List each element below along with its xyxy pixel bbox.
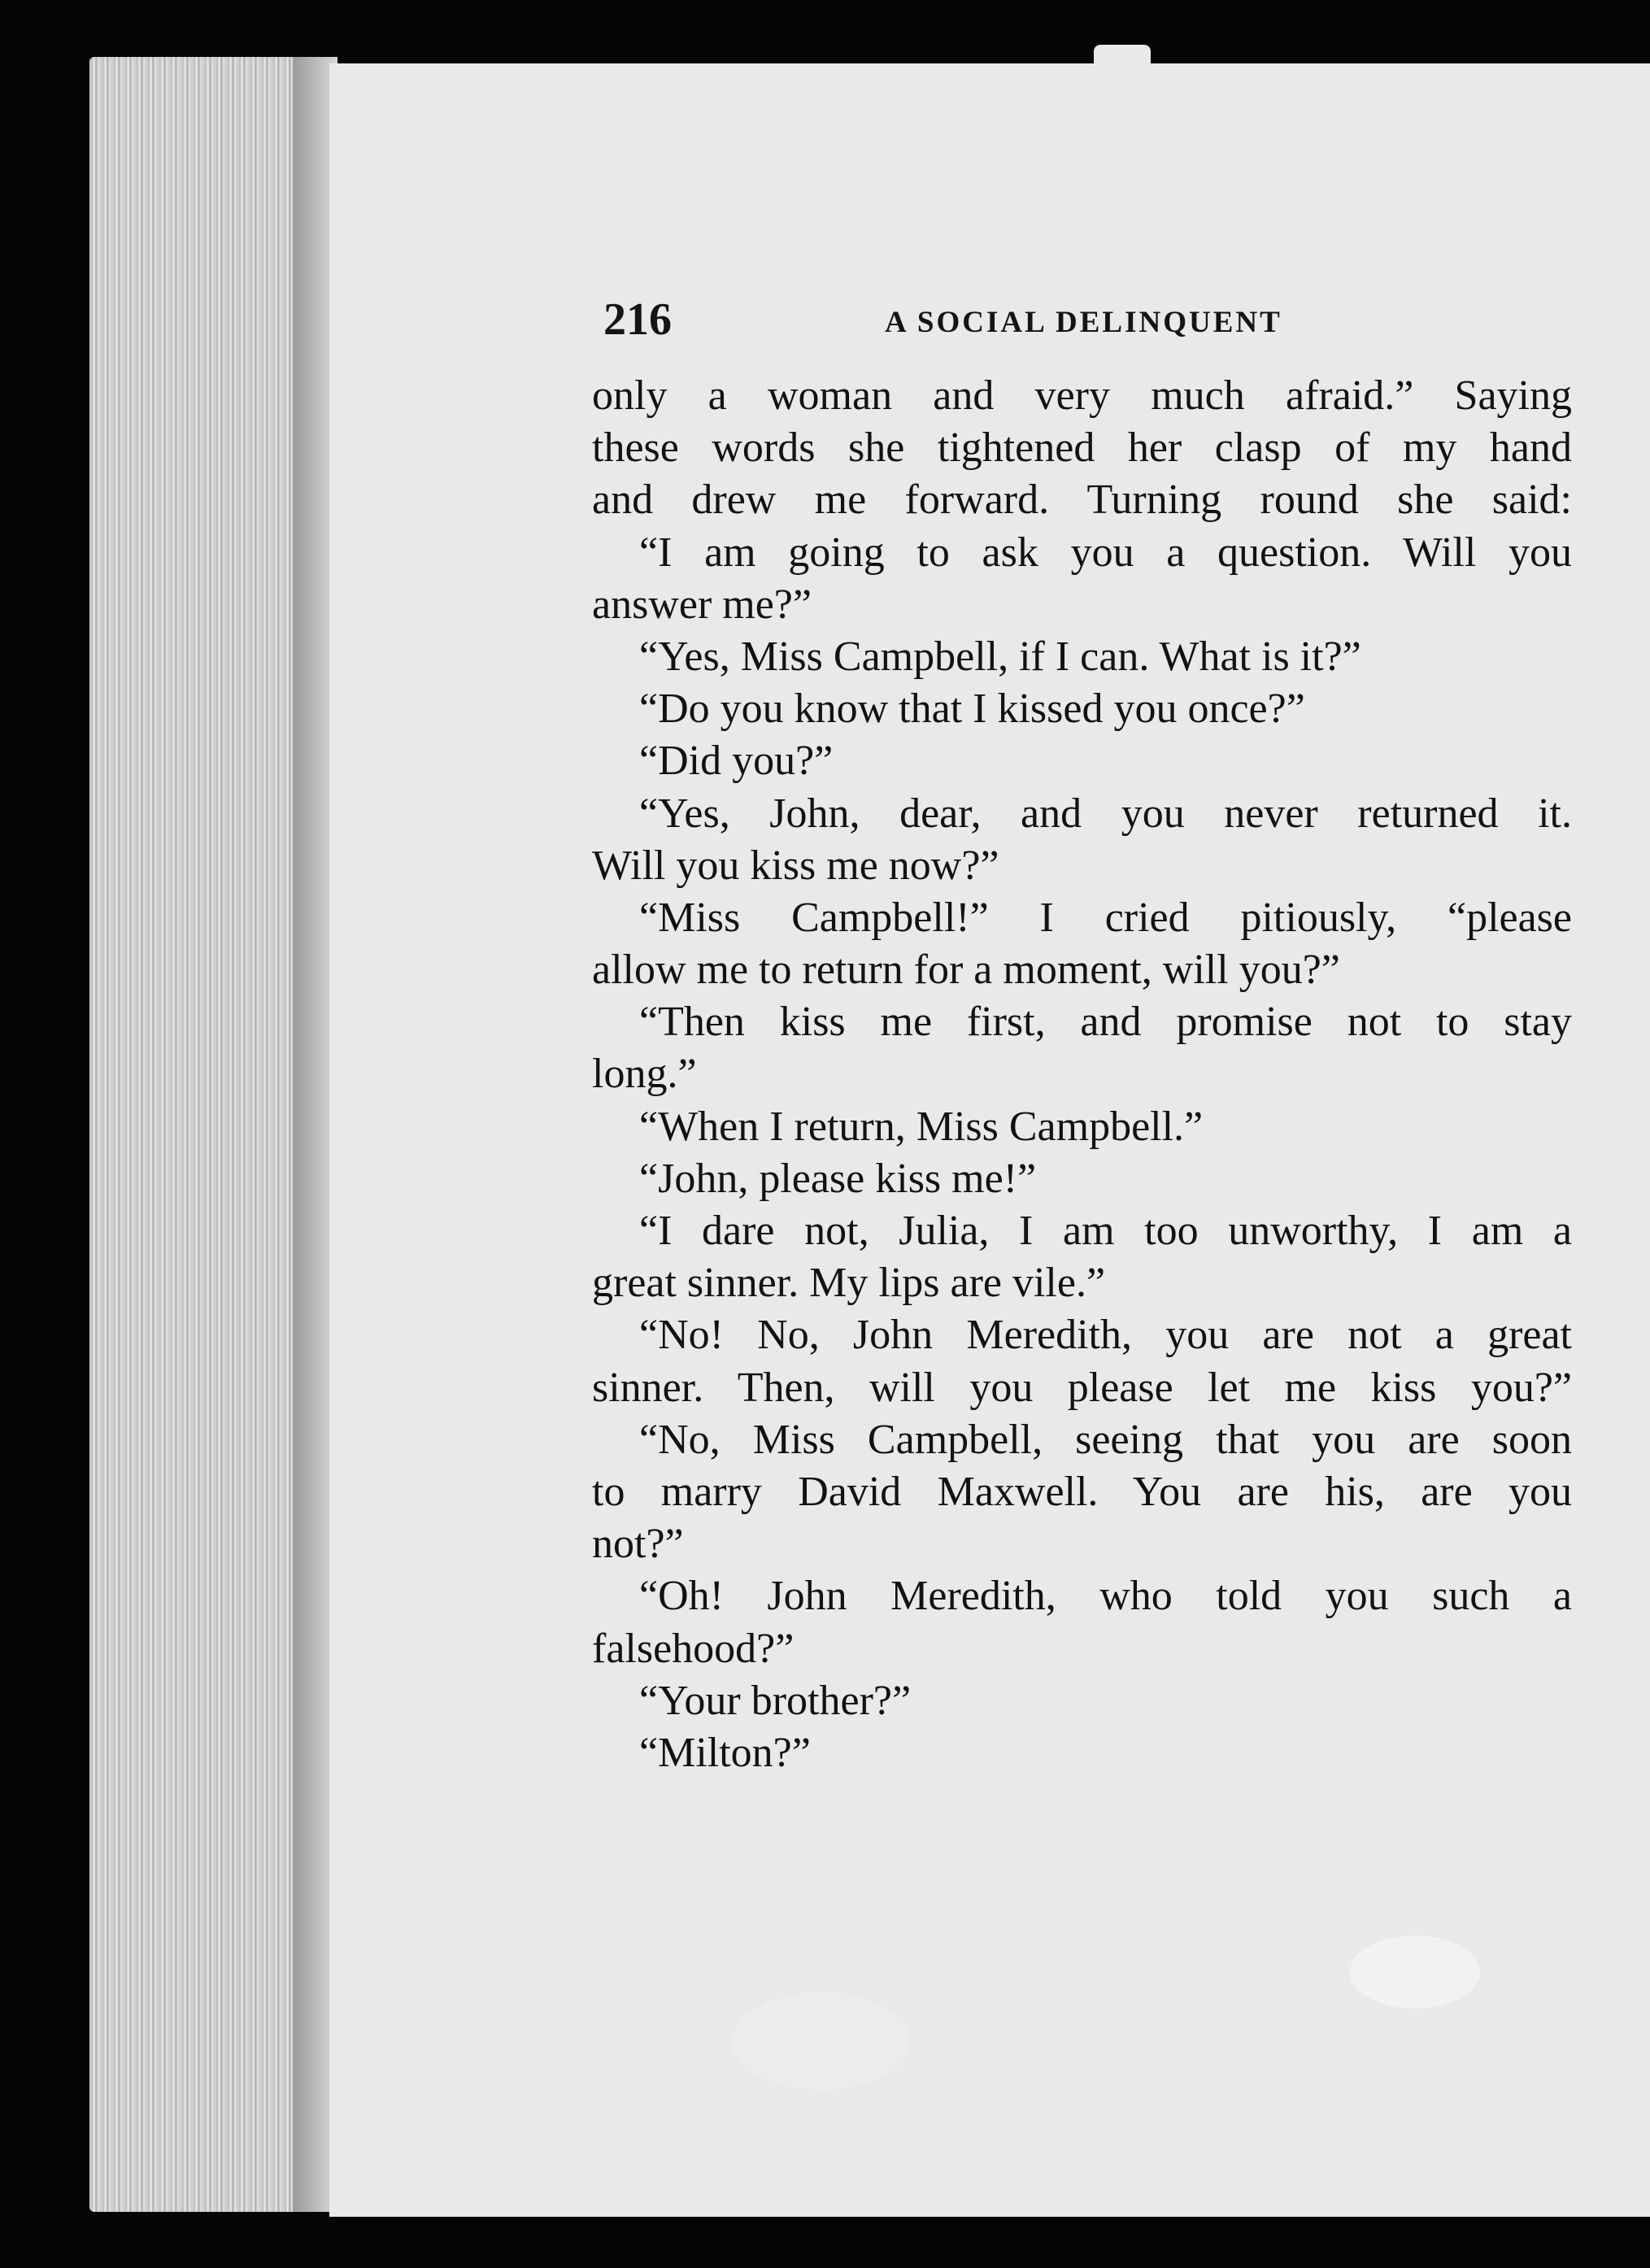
text-line: “I dare not, Julia, I am too unworthy, I am a	[639, 1208, 1572, 1254]
page-number: 216	[603, 294, 672, 345]
text-line: “Yes, Miss Campbell, if I can. What is it?”	[639, 633, 1361, 680]
text-line: these words she tightened her clasp of my hand	[592, 424, 1572, 472]
text-line: allow me to return for a moment, will you?”	[592, 947, 1340, 994]
text-line: not?”	[592, 1521, 684, 1568]
text-line: Will you kiss me now?”	[592, 842, 999, 889]
text-line: “Oh! John Meredith, who told you such a	[639, 1573, 1572, 1620]
text-line: falsehood?”	[592, 1625, 795, 1672]
text-line: and drew me forward. Turning round she said:	[592, 477, 1572, 524]
text-line: “When I return, Miss Campbell.”	[639, 1103, 1204, 1150]
text-line: “I am going to ask you a question. Will you	[639, 529, 1572, 576]
text-line: great sinner. My lips are vile.”	[592, 1260, 1106, 1307]
text-line: “Milton?”	[639, 1729, 811, 1776]
text-line: “Then kiss me first, and promise not to stay	[639, 999, 1572, 1046]
text-line: “Do you know that I kissed you once?”	[639, 686, 1305, 733]
page-header	[603, 291, 1579, 348]
page-top-notch	[1094, 45, 1151, 81]
text-line: “No! No, John Meredith, you are not a great	[639, 1312, 1572, 1359]
text-line: “John, please kiss me!”	[639, 1155, 1037, 1202]
paper-highlight	[1350, 1935, 1480, 2009]
text-line: sinner. Then, will you please let me kiss you?”	[592, 1364, 1572, 1411]
text-line: “Yes, John, dear, and you never returned it.	[639, 790, 1572, 837]
paper-highlight	[732, 1992, 911, 2090]
text-line: “Did you?”	[639, 738, 834, 785]
text-line: “Your brother?”	[639, 1677, 912, 1724]
running-head: A SOCIAL DELINQUENT	[885, 306, 1282, 339]
body-text	[592, 370, 1572, 1779]
text-line: answer me?”	[592, 581, 812, 628]
text-line: long.”	[592, 1051, 697, 1098]
text-line: to marry David Maxwell. You are his, are you	[592, 1468, 1572, 1515]
text-line: only a woman and very much afraid.” Saying	[592, 372, 1572, 419]
text-line: “No, Miss Campbell, seeing that you are soon	[639, 1416, 1572, 1463]
text-line: “Miss Campbell!” I cried pitiously, “please	[639, 894, 1572, 941]
